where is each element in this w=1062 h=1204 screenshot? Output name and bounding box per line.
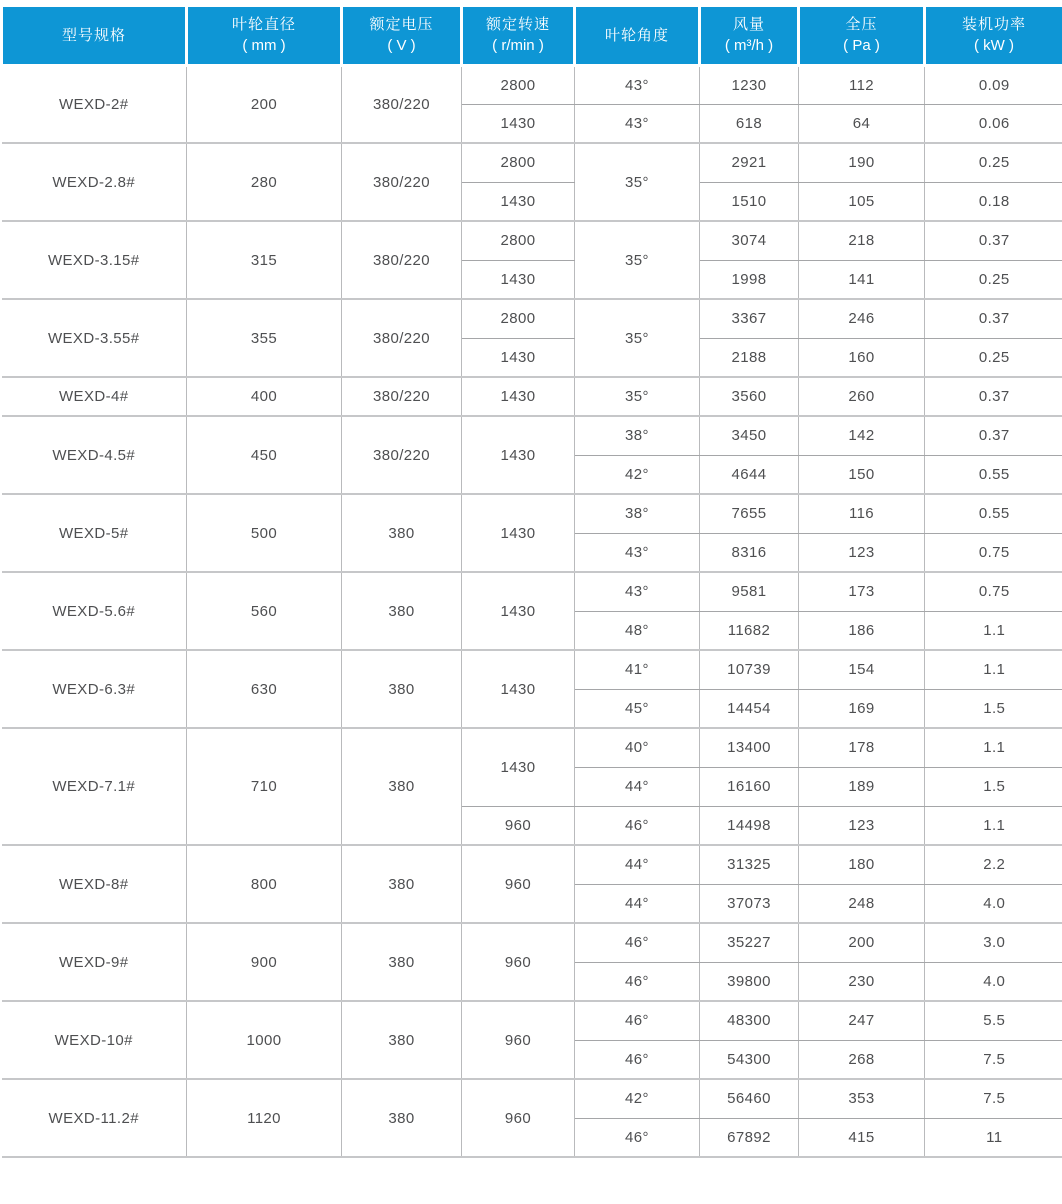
cell-power: 4.0 xyxy=(925,884,1062,923)
cell-voltage: 380/220 xyxy=(342,65,462,143)
cell-rpm: 1430 xyxy=(462,377,575,416)
cell-rpm: 2800 xyxy=(462,299,575,338)
spec-row xyxy=(2,65,1062,104)
cell-airflow: 35227 xyxy=(700,923,799,962)
spec-row xyxy=(2,1079,1062,1118)
spec-row xyxy=(2,494,1062,533)
cell-rpm: 960 xyxy=(462,806,575,845)
cell-angle: 35° xyxy=(575,299,700,377)
cell-model: WEXD-9# xyxy=(2,923,187,1001)
cell-airflow: 54300 xyxy=(700,1040,799,1079)
cell-rpm: 1430 xyxy=(462,494,575,572)
cell-airflow: 3367 xyxy=(700,299,799,338)
cell-angle: 46° xyxy=(575,962,700,1001)
cell-voltage: 380 xyxy=(342,650,462,728)
column-header xyxy=(799,7,925,65)
spec-row xyxy=(2,377,1062,416)
cell-power: 4.0 xyxy=(925,962,1062,1001)
column-title: 全压 xyxy=(845,16,878,34)
cell-rpm: 2800 xyxy=(462,143,575,182)
column-header xyxy=(575,7,700,65)
cell-airflow: 1510 xyxy=(700,182,799,221)
cell-airflow: 16160 xyxy=(700,767,799,806)
cell-angle: 38° xyxy=(575,416,700,455)
cell-diameter: 1000 xyxy=(187,1001,342,1079)
cell-power: 7.5 xyxy=(925,1079,1062,1118)
cell-rpm: 960 xyxy=(462,923,575,1001)
spec-row xyxy=(2,728,1062,767)
cell-airflow: 3560 xyxy=(700,377,799,416)
cell-airflow: 2921 xyxy=(700,143,799,182)
cell-pressure: 247 xyxy=(799,1001,925,1040)
cell-angle: 44° xyxy=(575,845,700,884)
cell-power: 0.25 xyxy=(925,260,1062,299)
cell-airflow: 3074 xyxy=(700,221,799,260)
cell-power: 5.5 xyxy=(925,1001,1062,1040)
cell-power: 1.1 xyxy=(925,806,1062,845)
cell-airflow: 7655 xyxy=(700,494,799,533)
cell-model: WEXD-8# xyxy=(2,845,187,923)
cell-diameter: 450 xyxy=(187,416,342,494)
cell-power: 2.2 xyxy=(925,845,1062,884)
cell-pressure: 186 xyxy=(799,611,925,650)
cell-power: 0.18 xyxy=(925,182,1062,221)
cell-pressure: 173 xyxy=(799,572,925,611)
cell-diameter: 710 xyxy=(187,728,342,845)
spec-row xyxy=(2,143,1062,182)
cell-power: 11 xyxy=(925,1118,1062,1157)
cell-airflow: 10739 xyxy=(700,650,799,689)
column-header xyxy=(700,7,799,65)
cell-rpm: 2800 xyxy=(462,221,575,260)
column-title: 叶轮直径 xyxy=(231,16,296,34)
cell-airflow: 1230 xyxy=(700,65,799,104)
column-unit: ( Pa ) xyxy=(843,37,880,55)
column-title: 型号规格 xyxy=(61,26,126,44)
cell-airflow: 56460 xyxy=(700,1079,799,1118)
cell-pressure: 200 xyxy=(799,923,925,962)
cell-pressure: 154 xyxy=(799,650,925,689)
cell-model: WEXD-2.8# xyxy=(2,143,187,221)
cell-pressure: 142 xyxy=(799,416,925,455)
cell-angle: 35° xyxy=(575,221,700,299)
cell-power: 3.0 xyxy=(925,923,1062,962)
cell-angle: 44° xyxy=(575,767,700,806)
cell-pressure: 105 xyxy=(799,182,925,221)
cell-voltage: 380 xyxy=(342,923,462,1001)
cell-model: WEXD-4.5# xyxy=(2,416,187,494)
cell-pressure: 64 xyxy=(799,104,925,143)
cell-rpm: 1430 xyxy=(462,182,575,221)
cell-power: 0.37 xyxy=(925,221,1062,260)
cell-power: 0.55 xyxy=(925,455,1062,494)
cell-angle: 41° xyxy=(575,650,700,689)
column-title: 风量 xyxy=(732,16,765,34)
spec-row xyxy=(2,221,1062,260)
spec-row xyxy=(2,845,1062,884)
cell-rpm: 1430 xyxy=(462,416,575,494)
cell-power: 1.1 xyxy=(925,611,1062,650)
cell-rpm: 960 xyxy=(462,845,575,923)
cell-rpm: 1430 xyxy=(462,650,575,728)
cell-voltage: 380/220 xyxy=(342,299,462,377)
cell-rpm: 1430 xyxy=(462,338,575,377)
cell-angle: 43° xyxy=(575,65,700,104)
cell-angle: 42° xyxy=(575,1079,700,1118)
cell-angle: 48° xyxy=(575,611,700,650)
cell-pressure: 169 xyxy=(799,689,925,728)
cell-rpm: 960 xyxy=(462,1079,575,1157)
spec-row xyxy=(2,923,1062,962)
cell-model: WEXD-5.6# xyxy=(2,572,187,650)
cell-model: WEXD-4# xyxy=(2,377,187,416)
cell-voltage: 380/220 xyxy=(342,143,462,221)
cell-angle: 46° xyxy=(575,806,700,845)
cell-angle: 46° xyxy=(575,1001,700,1040)
cell-rpm: 1430 xyxy=(462,572,575,650)
cell-power: 1.5 xyxy=(925,689,1062,728)
column-unit: ( mm ) xyxy=(242,37,286,55)
cell-airflow: 4644 xyxy=(700,455,799,494)
column-header xyxy=(462,7,575,65)
cell-diameter: 355 xyxy=(187,299,342,377)
cell-voltage: 380 xyxy=(342,494,462,572)
cell-pressure: 260 xyxy=(799,377,925,416)
cell-model: WEXD-3.55# xyxy=(2,299,187,377)
column-title: 额定转速 xyxy=(485,16,550,34)
cell-pressure: 112 xyxy=(799,65,925,104)
cell-voltage: 380 xyxy=(342,572,462,650)
cell-diameter: 1120 xyxy=(187,1079,342,1157)
cell-model: WEXD-11.2# xyxy=(2,1079,187,1157)
spec-row xyxy=(2,1001,1062,1040)
cell-voltage: 380 xyxy=(342,845,462,923)
cell-power: 0.25 xyxy=(925,143,1062,182)
cell-voltage: 380 xyxy=(342,728,462,845)
cell-rpm: 1430 xyxy=(462,104,575,143)
cell-pressure: 178 xyxy=(799,728,925,767)
cell-airflow: 67892 xyxy=(700,1118,799,1157)
spec-row xyxy=(2,416,1062,455)
cell-angle: 38° xyxy=(575,494,700,533)
cell-voltage: 380 xyxy=(342,1079,462,1157)
cell-diameter: 630 xyxy=(187,650,342,728)
cell-airflow: 9581 xyxy=(700,572,799,611)
cell-model: WEXD-2# xyxy=(2,65,187,143)
cell-voltage: 380/220 xyxy=(342,221,462,299)
cell-power: 0.25 xyxy=(925,338,1062,377)
column-unit: ( r/min ) xyxy=(492,37,544,55)
spec-table-body xyxy=(2,65,1062,1157)
column-title: 装机功率 xyxy=(961,16,1026,34)
cell-pressure: 189 xyxy=(799,767,925,806)
cell-airflow: 11682 xyxy=(700,611,799,650)
cell-power: 0.09 xyxy=(925,65,1062,104)
cell-pressure: 218 xyxy=(799,221,925,260)
cell-pressure: 123 xyxy=(799,806,925,845)
fan-spec-table xyxy=(0,7,1062,1158)
cell-pressure: 141 xyxy=(799,260,925,299)
cell-pressure: 230 xyxy=(799,962,925,1001)
cell-pressure: 150 xyxy=(799,455,925,494)
spec-row xyxy=(2,572,1062,611)
cell-diameter: 560 xyxy=(187,572,342,650)
cell-angle: 43° xyxy=(575,572,700,611)
cell-diameter: 280 xyxy=(187,143,342,221)
cell-angle: 35° xyxy=(575,143,700,221)
cell-power: 0.37 xyxy=(925,377,1062,416)
cell-pressure: 248 xyxy=(799,884,925,923)
column-unit: ( m³/h ) xyxy=(724,37,774,55)
cell-angle: 46° xyxy=(575,923,700,962)
cell-rpm: 960 xyxy=(462,1001,575,1079)
cell-pressure: 268 xyxy=(799,1040,925,1079)
cell-model: WEXD-10# xyxy=(2,1001,187,1079)
cell-model: WEXD-6.3# xyxy=(2,650,187,728)
cell-angle: 44° xyxy=(575,884,700,923)
cell-airflow: 3450 xyxy=(700,416,799,455)
spec-row xyxy=(2,299,1062,338)
cell-airflow: 8316 xyxy=(700,533,799,572)
column-header xyxy=(187,7,342,65)
cell-model: WEXD-3.15# xyxy=(2,221,187,299)
cell-airflow: 31325 xyxy=(700,845,799,884)
cell-power: 0.06 xyxy=(925,104,1062,143)
cell-airflow: 14454 xyxy=(700,689,799,728)
cell-voltage: 380 xyxy=(342,1001,462,1079)
cell-airflow: 2188 xyxy=(700,338,799,377)
column-unit: ( kW ) xyxy=(974,37,1014,55)
cell-diameter: 315 xyxy=(187,221,342,299)
cell-power: 0.75 xyxy=(925,533,1062,572)
cell-airflow: 37073 xyxy=(700,884,799,923)
column-title: 额定电压 xyxy=(369,16,434,34)
cell-diameter: 900 xyxy=(187,923,342,1001)
column-header xyxy=(2,7,187,65)
cell-angle: 46° xyxy=(575,1118,700,1157)
cell-pressure: 123 xyxy=(799,533,925,572)
column-title: 叶轮角度 xyxy=(604,26,669,44)
cell-angle: 43° xyxy=(575,104,700,143)
cell-power: 1.1 xyxy=(925,650,1062,689)
cell-power: 0.75 xyxy=(925,572,1062,611)
cell-pressure: 190 xyxy=(799,143,925,182)
cell-pressure: 246 xyxy=(799,299,925,338)
column-header xyxy=(925,7,1062,65)
cell-airflow: 39800 xyxy=(700,962,799,1001)
cell-angle: 40° xyxy=(575,728,700,767)
cell-diameter: 500 xyxy=(187,494,342,572)
cell-angle: 42° xyxy=(575,455,700,494)
cell-power: 1.5 xyxy=(925,767,1062,806)
cell-model: WEXD-7.1# xyxy=(2,728,187,845)
cell-power: 0.37 xyxy=(925,299,1062,338)
cell-angle: 35° xyxy=(575,377,700,416)
cell-angle: 43° xyxy=(575,533,700,572)
cell-model: WEXD-5# xyxy=(2,494,187,572)
cell-power: 1.1 xyxy=(925,728,1062,767)
cell-voltage: 380/220 xyxy=(342,377,462,416)
cell-airflow: 13400 xyxy=(700,728,799,767)
cell-diameter: 200 xyxy=(187,65,342,143)
cell-pressure: 160 xyxy=(799,338,925,377)
cell-power: 0.37 xyxy=(925,416,1062,455)
column-header xyxy=(342,7,462,65)
cell-pressure: 180 xyxy=(799,845,925,884)
cell-power: 0.55 xyxy=(925,494,1062,533)
cell-pressure: 116 xyxy=(799,494,925,533)
spec-header-row xyxy=(2,7,1062,65)
cell-diameter: 400 xyxy=(187,377,342,416)
cell-power: 7.5 xyxy=(925,1040,1062,1079)
cell-rpm: 2800 xyxy=(462,65,575,104)
cell-pressure: 353 xyxy=(799,1079,925,1118)
cell-voltage: 380/220 xyxy=(342,416,462,494)
cell-diameter: 800 xyxy=(187,845,342,923)
cell-pressure: 415 xyxy=(799,1118,925,1157)
cell-angle: 45° xyxy=(575,689,700,728)
cell-airflow: 48300 xyxy=(700,1001,799,1040)
column-unit: ( V ) xyxy=(387,37,416,55)
cell-airflow: 618 xyxy=(700,104,799,143)
spec-row xyxy=(2,650,1062,689)
cell-angle: 46° xyxy=(575,1040,700,1079)
cell-airflow: 1998 xyxy=(700,260,799,299)
cell-airflow: 14498 xyxy=(700,806,799,845)
cell-rpm: 1430 xyxy=(462,260,575,299)
cell-rpm: 1430 xyxy=(462,728,575,806)
